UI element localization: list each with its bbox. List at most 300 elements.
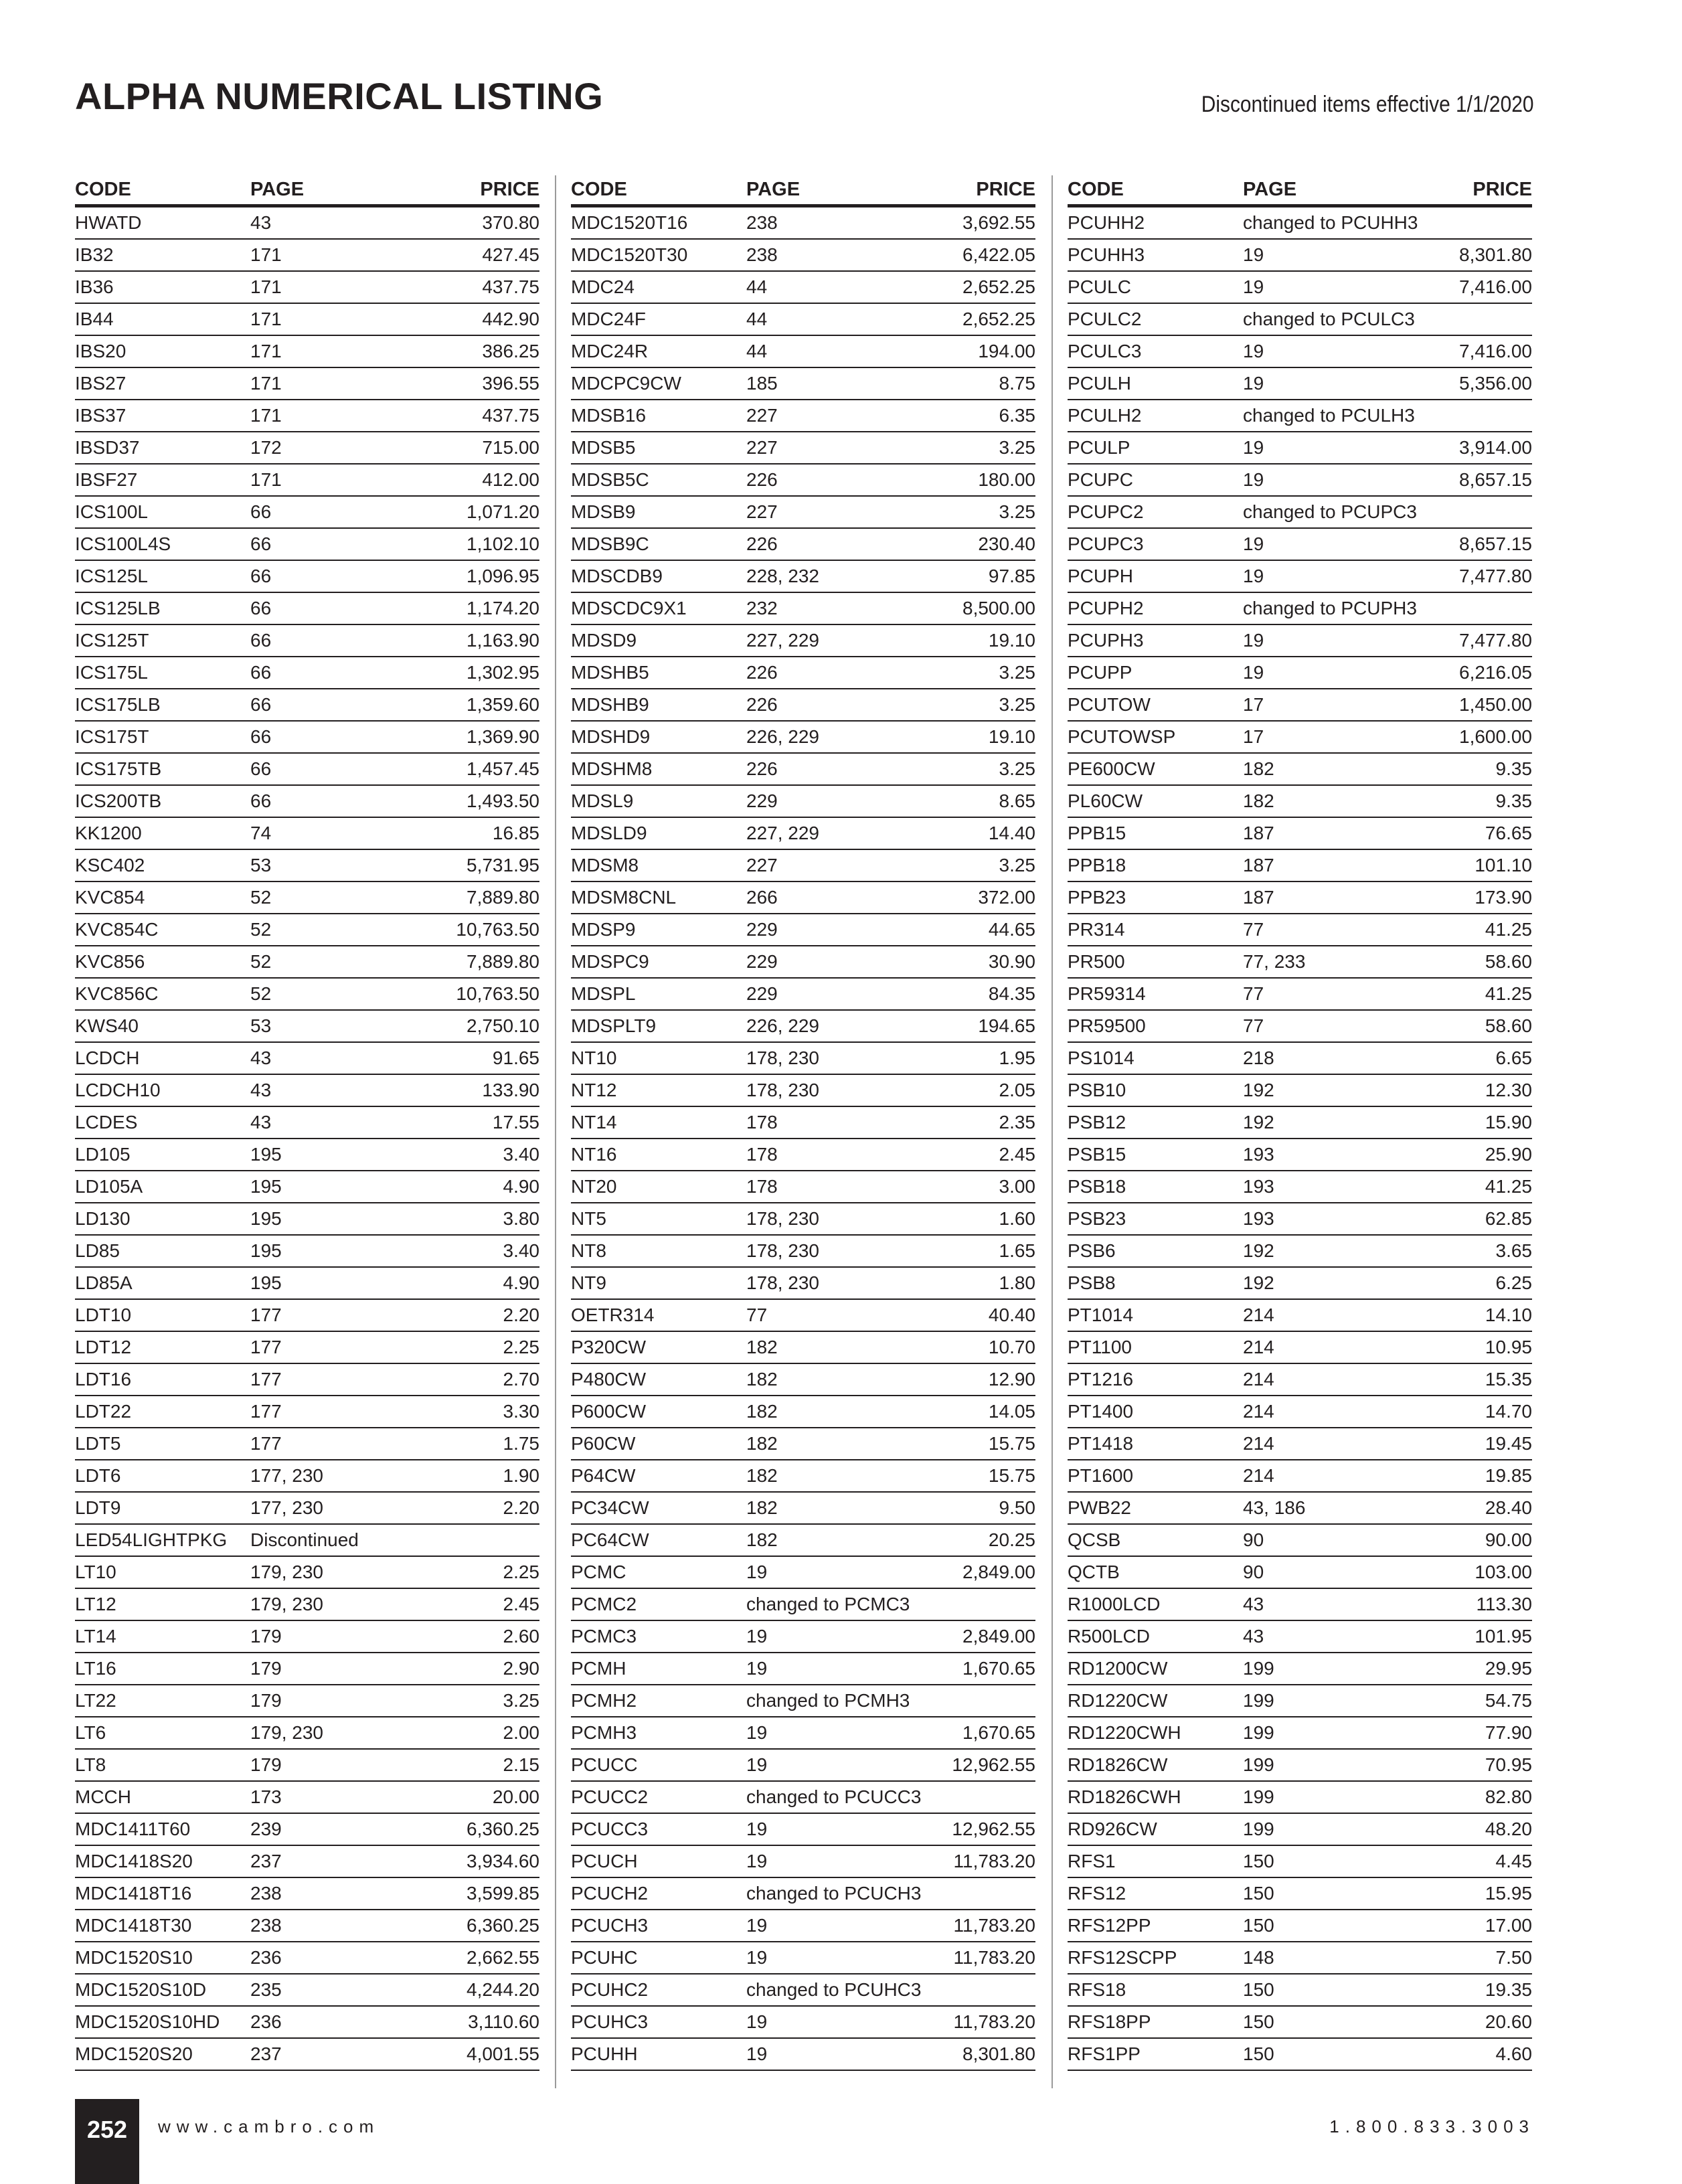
item-page: 182 xyxy=(746,1433,778,1454)
item-price: 3,599.85 xyxy=(467,1883,539,1904)
item-code: PCUCH3 xyxy=(571,1915,649,1936)
item-code: RD1826CWH xyxy=(1068,1786,1181,1807)
item-page: 179, 230 xyxy=(250,1562,323,1582)
item-price: 2.35 xyxy=(999,1112,1035,1132)
item-code: PPB18 xyxy=(1068,855,1126,875)
item-code: PCUPH3 xyxy=(1068,630,1144,651)
price-header: PRICE xyxy=(1473,179,1532,200)
table-row xyxy=(1068,1396,1532,1428)
item-page: 171 xyxy=(250,405,282,426)
item-code: KVC854 xyxy=(75,887,145,908)
item-page: 182 xyxy=(746,1337,778,1357)
item-price: 427.45 xyxy=(482,244,539,265)
table-row xyxy=(1068,1846,1532,1878)
item-page: 179 xyxy=(250,1658,282,1679)
item-page: 232 xyxy=(746,598,778,618)
item-price: 1,600.00 xyxy=(1459,726,1532,747)
item-code: MDC24F xyxy=(571,309,647,329)
table-row xyxy=(1068,1493,1532,1525)
table-row xyxy=(75,850,539,882)
item-page: 182 xyxy=(746,1529,778,1550)
table-row xyxy=(1068,400,1532,432)
item-page: 195 xyxy=(250,1272,282,1293)
item-code: PCULH xyxy=(1068,373,1131,394)
item-page: 52 xyxy=(250,983,272,1004)
item-code: PCUCC xyxy=(571,1754,638,1775)
item-page: 226 xyxy=(746,694,778,715)
table-row xyxy=(571,561,1035,593)
item-code: PCUCC2 xyxy=(571,1786,649,1807)
table-row xyxy=(75,1428,539,1460)
page-header: PAGE xyxy=(1243,179,1297,200)
item-page: 226, 229 xyxy=(746,1015,819,1036)
item-price: 1,457.45 xyxy=(467,758,539,779)
table-row xyxy=(1068,1364,1532,1396)
item-code: PCUCC3 xyxy=(571,1819,649,1839)
table-row xyxy=(1068,722,1532,754)
item-page: 43 xyxy=(250,1112,272,1132)
item-code: PC64CW xyxy=(571,1529,649,1550)
item-code: PCUHH xyxy=(571,2043,638,2064)
item-price: 8,500.00 xyxy=(962,598,1035,618)
item-price: 9.35 xyxy=(1495,790,1532,811)
item-code: PSB23 xyxy=(1068,1208,1126,1229)
item-code: LDT6 xyxy=(75,1465,121,1486)
item-price: 2.05 xyxy=(999,1080,1035,1100)
item-code: MDSM8 xyxy=(571,855,639,875)
table-row xyxy=(75,882,539,914)
item-code: NT16 xyxy=(571,1144,617,1165)
item-code: LCDCH10 xyxy=(75,1080,161,1100)
item-price: 1.80 xyxy=(999,1272,1035,1293)
item-code: PR500 xyxy=(1068,951,1125,972)
item-page: 77, 233 xyxy=(1243,951,1306,972)
item-code: MDC1520S20 xyxy=(75,2043,193,2064)
item-page: 19 xyxy=(1243,566,1264,586)
item-code: RFS12PP xyxy=(1068,1915,1151,1936)
table-row xyxy=(571,1332,1035,1364)
item-price: 70.95 xyxy=(1485,1754,1532,1775)
table-row xyxy=(571,1236,1035,1268)
table-row xyxy=(75,1525,539,1557)
item-code: PSB15 xyxy=(1068,1144,1126,1165)
item-page: 19 xyxy=(746,1658,768,1679)
table-row xyxy=(571,1011,1035,1043)
item-price: 101.95 xyxy=(1475,1626,1532,1647)
item-code: PCUHC xyxy=(571,1947,638,1968)
item-page: 237 xyxy=(250,1851,282,1871)
item-price: 6,360.25 xyxy=(467,1915,539,1936)
item-code: R500LCD xyxy=(1068,1626,1150,1647)
item-page: 199 xyxy=(1243,1786,1274,1807)
table-row xyxy=(571,207,1035,240)
item-code: MDSB5 xyxy=(571,437,636,458)
item-code: PCUPP xyxy=(1068,662,1132,683)
item-price: 28.40 xyxy=(1485,1497,1532,1518)
table-row xyxy=(571,1364,1035,1396)
item-page: 238 xyxy=(250,1915,282,1936)
table-row xyxy=(1068,1268,1532,1300)
table-row xyxy=(75,979,539,1011)
table-row xyxy=(75,1075,539,1107)
table-row xyxy=(1068,529,1532,561)
table-row xyxy=(571,1589,1035,1621)
table-row xyxy=(571,1557,1035,1589)
item-code: MDC24 xyxy=(571,276,635,297)
item-price: 19.10 xyxy=(988,726,1035,747)
item-price: 230.40 xyxy=(978,533,1035,554)
item-page: 226 xyxy=(746,533,778,554)
item-page: 214 xyxy=(1243,1401,1274,1422)
item-page: changed to PCUHC3 xyxy=(746,1979,922,2000)
item-page: 187 xyxy=(1243,855,1274,875)
item-page: 226 xyxy=(746,469,778,490)
table-row xyxy=(75,304,539,336)
table-row xyxy=(1068,1814,1532,1846)
item-code: MCCH xyxy=(75,1786,131,1807)
table-row xyxy=(75,1910,539,1942)
item-code: PSB8 xyxy=(1068,1272,1116,1293)
item-page: 172 xyxy=(250,437,282,458)
table-row xyxy=(571,368,1035,400)
item-page: 19 xyxy=(746,2043,768,2064)
item-price: 4,244.20 xyxy=(467,1979,539,2000)
item-price: 396.55 xyxy=(482,373,539,394)
table-row xyxy=(571,1750,1035,1782)
item-price: 40.40 xyxy=(988,1305,1035,1325)
item-price: 4.60 xyxy=(1495,2043,1532,2064)
item-page: 53 xyxy=(250,1015,272,1036)
table-row xyxy=(75,657,539,689)
table-row xyxy=(571,1717,1035,1750)
table-row xyxy=(571,1975,1035,2007)
item-code: PCULC3 xyxy=(1068,341,1142,361)
item-page: 235 xyxy=(250,1979,282,2000)
table-row xyxy=(75,1782,539,1814)
item-code: PCUTOWSP xyxy=(1068,726,1176,747)
table-row xyxy=(571,304,1035,336)
item-code: MDC1520S10D xyxy=(75,1979,207,2000)
item-page: 150 xyxy=(1243,1915,1274,1936)
item-price: 4.90 xyxy=(503,1176,539,1197)
item-code: LDT12 xyxy=(75,1337,132,1357)
item-page: 182 xyxy=(746,1497,778,1518)
item-page: 43 xyxy=(250,212,272,233)
table-row xyxy=(571,1685,1035,1717)
table-row xyxy=(75,1589,539,1621)
price-header: PRICE xyxy=(480,179,539,200)
table-row xyxy=(571,272,1035,304)
item-price: 8,657.15 xyxy=(1459,469,1532,490)
item-page: 150 xyxy=(1243,2011,1274,2032)
item-price: 1.65 xyxy=(999,1240,1035,1261)
website-link[interactable]: www.cambro.com xyxy=(158,2116,380,2136)
item-page: 177 xyxy=(250,1433,282,1454)
item-page: 19 xyxy=(746,2011,768,2032)
item-page: 177 xyxy=(250,1305,282,1325)
item-code: MDSHD9 xyxy=(571,726,651,747)
table-row xyxy=(1068,1525,1532,1557)
item-code: LT8 xyxy=(75,1754,106,1775)
table-row xyxy=(75,1814,539,1846)
item-page: 19 xyxy=(1243,437,1264,458)
item-page: 229 xyxy=(746,919,778,940)
item-page: 19 xyxy=(746,1819,768,1839)
item-page: 150 xyxy=(1243,1851,1274,1871)
item-price: 3.25 xyxy=(999,662,1035,683)
item-price: 3.65 xyxy=(1495,1240,1532,1261)
code-header: CODE xyxy=(75,179,131,200)
item-page: 214 xyxy=(1243,1465,1274,1486)
item-page: 226, 229 xyxy=(746,726,819,747)
item-code: MDSD9 xyxy=(571,630,637,651)
table-row xyxy=(1068,272,1532,304)
item-price: 1.90 xyxy=(503,1465,539,1486)
item-code: ICS175TB xyxy=(75,758,162,779)
page-number: 252 xyxy=(75,2099,139,2184)
item-page: 218 xyxy=(1243,1047,1274,1068)
table-row xyxy=(571,1107,1035,1139)
table-row xyxy=(75,529,539,561)
item-code: PT1014 xyxy=(1068,1305,1134,1325)
item-price: 12.30 xyxy=(1485,1080,1532,1100)
table-row xyxy=(571,1493,1035,1525)
item-price: 41.25 xyxy=(1485,983,1532,1004)
item-code: PT1100 xyxy=(1068,1337,1132,1357)
table-row xyxy=(1068,561,1532,593)
table-row xyxy=(75,2039,539,2071)
item-page: changed to PCMC3 xyxy=(746,1594,910,1614)
item-price: 2.45 xyxy=(999,1144,1035,1165)
table-row xyxy=(1068,1011,1532,1043)
item-code: ICS175LB xyxy=(75,694,161,715)
item-page: 171 xyxy=(250,469,282,490)
item-page: 19 xyxy=(746,1722,768,1743)
item-page: 227 xyxy=(746,855,778,875)
item-page: 179, 230 xyxy=(250,1594,323,1614)
item-code: P60CW xyxy=(571,1433,636,1454)
item-code: PCULC xyxy=(1068,276,1131,297)
item-code: PL60CW xyxy=(1068,790,1143,811)
item-code: PCULC2 xyxy=(1068,309,1142,329)
item-price: 194.00 xyxy=(978,341,1035,361)
item-code: PCUCH xyxy=(571,1851,638,1871)
item-price: 17.00 xyxy=(1485,1915,1532,1936)
table-row xyxy=(571,1203,1035,1236)
item-price: 8,301.80 xyxy=(1459,244,1532,265)
item-page: 44 xyxy=(746,341,768,361)
item-code: IB32 xyxy=(75,244,114,265)
item-price: 3.80 xyxy=(503,1208,539,1229)
item-page: 193 xyxy=(1243,1144,1274,1165)
item-page: 179 xyxy=(250,1690,282,1711)
table-row xyxy=(75,2007,539,2039)
table-row xyxy=(571,240,1035,272)
table-row xyxy=(1068,2007,1532,2039)
item-page: 171 xyxy=(250,373,282,394)
table-row xyxy=(1068,850,1532,882)
item-price: 2.20 xyxy=(503,1497,539,1518)
item-price: 11,783.20 xyxy=(953,2011,1035,2032)
item-price: 20.60 xyxy=(1485,2011,1532,2032)
item-page: 214 xyxy=(1243,1305,1274,1325)
item-price: 1,670.65 xyxy=(962,1722,1035,1743)
listing-column-2 xyxy=(571,175,1035,2071)
table-row xyxy=(1068,1750,1532,1782)
item-code: MDSLD9 xyxy=(571,823,647,843)
item-page: 66 xyxy=(250,598,272,618)
column-divider xyxy=(1052,175,1053,2088)
item-page: 192 xyxy=(1243,1272,1274,1293)
item-page: 236 xyxy=(250,2011,282,2032)
item-page: 19 xyxy=(1243,662,1264,683)
item-code: PCUCH2 xyxy=(571,1883,649,1904)
item-page: 199 xyxy=(1243,1722,1274,1743)
item-price: 10,763.50 xyxy=(456,983,539,1004)
item-code: IB44 xyxy=(75,309,114,329)
item-page: 192 xyxy=(1243,1240,1274,1261)
table-row xyxy=(1068,1075,1532,1107)
item-code: PCMC2 xyxy=(571,1594,637,1614)
item-code: MDSCDC9X1 xyxy=(571,598,687,618)
table-row xyxy=(1068,1685,1532,1717)
item-code: PCULH2 xyxy=(1068,405,1142,426)
item-code: MDSHM8 xyxy=(571,758,653,779)
item-page: 173 xyxy=(250,1786,282,1807)
table-row xyxy=(571,2007,1035,2039)
item-page: 43 xyxy=(250,1080,272,1100)
item-price: 19.45 xyxy=(1485,1433,1532,1454)
item-price: 3.25 xyxy=(999,501,1035,522)
item-code: MDC1418T30 xyxy=(75,1915,192,1936)
item-page: 17 xyxy=(1243,694,1264,715)
table-row xyxy=(1068,1236,1532,1268)
table-row xyxy=(75,689,539,722)
table-row xyxy=(571,946,1035,979)
item-page: 178, 230 xyxy=(746,1272,819,1293)
item-price: 2.15 xyxy=(503,1754,539,1775)
item-code: QCSB xyxy=(1068,1529,1121,1550)
item-price: 5,731.95 xyxy=(467,855,539,875)
item-price: 91.65 xyxy=(492,1047,539,1068)
table-row xyxy=(1068,882,1532,914)
item-page: 266 xyxy=(746,887,778,908)
item-price: 2.60 xyxy=(503,1626,539,1647)
item-price: 29.95 xyxy=(1485,1658,1532,1679)
table-row xyxy=(75,465,539,497)
item-code: ICS175T xyxy=(75,726,149,747)
item-page: 43 xyxy=(250,1047,272,1068)
item-price: 15.95 xyxy=(1485,1883,1532,1904)
item-price: 1,163.90 xyxy=(467,630,539,651)
item-page: 148 xyxy=(1243,1947,1274,1968)
item-code: RD1200CW xyxy=(1068,1658,1168,1679)
item-code: MDC24R xyxy=(571,341,649,361)
item-price: 76.65 xyxy=(1485,823,1532,843)
table-header xyxy=(75,175,539,207)
item-page: 199 xyxy=(1243,1658,1274,1679)
table-row xyxy=(571,786,1035,818)
item-page: 187 xyxy=(1243,823,1274,843)
item-page: 179, 230 xyxy=(250,1722,323,1743)
item-price: 11,783.20 xyxy=(953,1947,1035,1968)
item-page: changed to PCUCH3 xyxy=(746,1883,922,1904)
table-row xyxy=(75,786,539,818)
item-page: 178, 230 xyxy=(746,1047,819,1068)
item-page: 228, 232 xyxy=(746,566,819,586)
table-row xyxy=(1068,1139,1532,1171)
table-row xyxy=(1068,1043,1532,1075)
item-price: 6,422.05 xyxy=(962,244,1035,265)
item-page: 182 xyxy=(746,1369,778,1390)
item-code: RFS12 xyxy=(1068,1883,1126,1904)
item-price: 9.35 xyxy=(1495,758,1532,779)
item-price: 15.35 xyxy=(1485,1369,1532,1390)
item-page: 150 xyxy=(1243,1979,1274,2000)
item-price: 10,763.50 xyxy=(456,919,539,940)
item-code: LCDCH xyxy=(75,1047,140,1068)
item-code: LDT22 xyxy=(75,1401,132,1422)
item-page: 19 xyxy=(1243,276,1264,297)
table-row xyxy=(75,1557,539,1589)
item-page: 229 xyxy=(746,790,778,811)
table-row xyxy=(571,850,1035,882)
item-code: PCMH2 xyxy=(571,1690,637,1711)
item-code: ICS200TB xyxy=(75,790,162,811)
table-row xyxy=(1068,1557,1532,1589)
item-code: PSB6 xyxy=(1068,1240,1116,1261)
item-code: P600CW xyxy=(571,1401,647,1422)
table-row xyxy=(1068,1589,1532,1621)
table-row xyxy=(1068,1653,1532,1685)
table-row xyxy=(75,240,539,272)
item-price: 370.80 xyxy=(482,212,539,233)
item-code: PT1216 xyxy=(1068,1369,1134,1390)
item-price: 54.75 xyxy=(1485,1690,1532,1711)
table-row xyxy=(571,432,1035,465)
table-row xyxy=(571,1942,1035,1975)
item-price: 11,783.20 xyxy=(953,1851,1035,1871)
table-row xyxy=(75,1621,539,1653)
item-price: 58.60 xyxy=(1485,1015,1532,1036)
table-row xyxy=(75,1364,539,1396)
item-page: 150 xyxy=(1243,1883,1274,1904)
table-row xyxy=(75,1653,539,1685)
item-page: 227 xyxy=(746,405,778,426)
item-code: MDSM8CNL xyxy=(571,887,677,908)
item-code: PCUPC2 xyxy=(1068,501,1144,522)
item-price: 15.90 xyxy=(1485,1112,1532,1132)
item-page: 171 xyxy=(250,244,282,265)
item-code: PR59314 xyxy=(1068,983,1146,1004)
table-row xyxy=(75,1396,539,1428)
item-price: 6,216.05 xyxy=(1459,662,1532,683)
item-page: 66 xyxy=(250,501,272,522)
table-row xyxy=(1068,368,1532,400)
item-page: 237 xyxy=(250,2043,282,2064)
table-row xyxy=(1068,1717,1532,1750)
item-code: MDC1411T60 xyxy=(75,1819,191,1839)
item-price: 103.00 xyxy=(1475,1562,1532,1582)
item-price: 715.00 xyxy=(482,437,539,458)
item-price: 1,369.90 xyxy=(467,726,539,747)
listing-column-3 xyxy=(1068,175,1532,2071)
item-price: 194.65 xyxy=(978,1015,1035,1036)
item-code: LD105A xyxy=(75,1176,143,1197)
table-row xyxy=(75,593,539,625)
item-code: PSB18 xyxy=(1068,1176,1126,1197)
table-row xyxy=(571,657,1035,689)
